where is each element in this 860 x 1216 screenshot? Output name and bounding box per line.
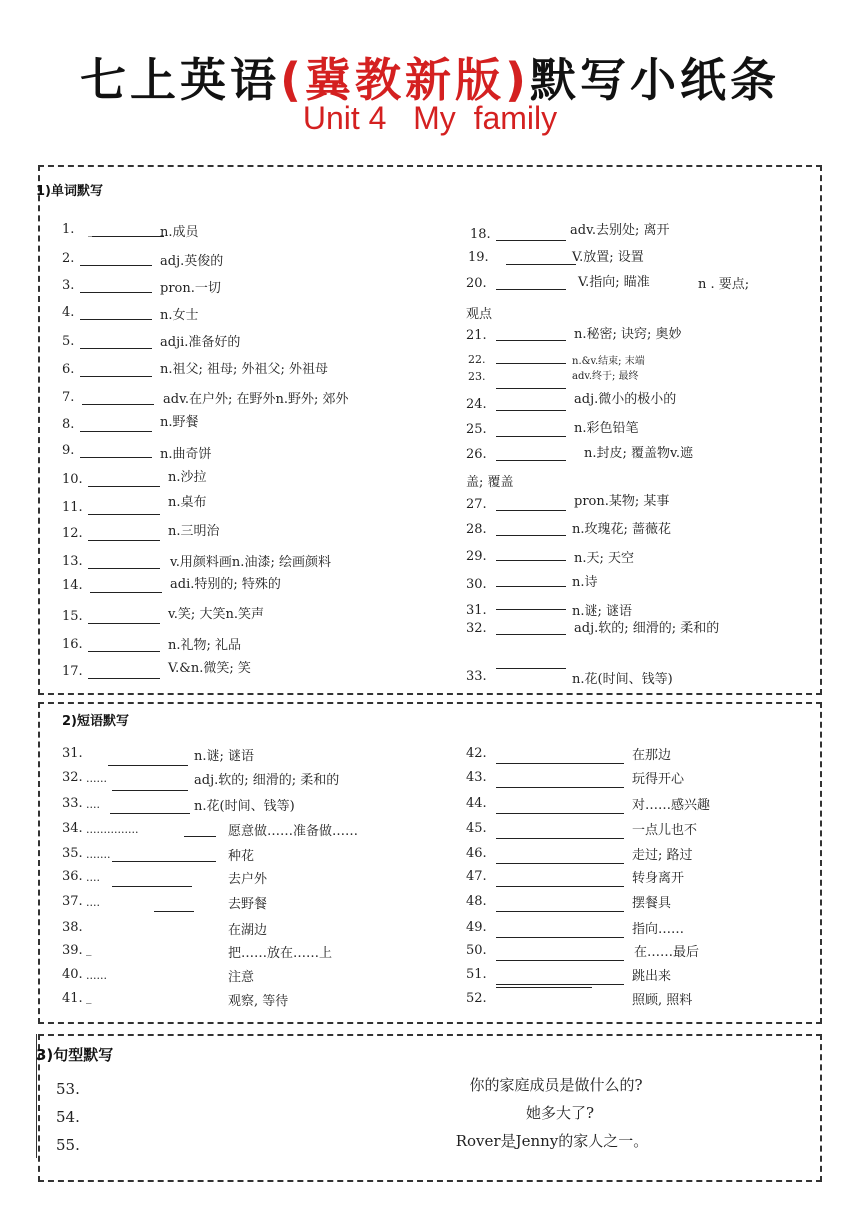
- title-suffix: 默写小纸条: [530, 53, 781, 107]
- item-definition: n.沙拉: [168, 470, 207, 485]
- item-number: 14.: [62, 578, 83, 593]
- item-definition: v.用颜料画n.油漆; 绘画颜料: [170, 555, 331, 570]
- item-number: 20.: [466, 276, 487, 291]
- answer-blank[interactable]: [496, 787, 624, 788]
- item-definition: n.三明治: [168, 524, 220, 539]
- item-definition: adj.英俊的: [160, 254, 224, 269]
- answer-blank[interactable]: [496, 813, 624, 814]
- item-number: 4.: [62, 305, 75, 320]
- item-definition: 种花: [228, 849, 255, 864]
- item-number: 25.: [466, 422, 487, 437]
- answer-blank[interactable]: [88, 486, 160, 487]
- item-number: 47.: [466, 869, 487, 884]
- answer-blank[interactable]: [496, 987, 592, 988]
- item-definition: 对……感兴趣: [632, 798, 711, 813]
- item-number: 32.: [466, 621, 487, 636]
- answer-blank[interactable]: [80, 348, 152, 349]
- item-definition: pron.一切: [160, 281, 221, 296]
- dotted-leader: ....: [86, 896, 100, 909]
- answer-blank[interactable]: [496, 436, 566, 437]
- item-number: 43.: [466, 770, 487, 785]
- answer-blank[interactable]: [92, 236, 164, 237]
- item-number: 29.: [466, 549, 487, 564]
- item-definition: v.笑; 大笑n.笑声: [168, 607, 264, 622]
- item-definition: n.封皮; 覆盖物v.遮: [584, 446, 693, 461]
- item-number: 50.: [466, 943, 487, 958]
- item-number: 8.: [62, 417, 75, 432]
- item-number: 36.: [62, 869, 83, 884]
- answer-blank[interactable]: _: [88, 224, 94, 237]
- item-number: 37.: [62, 894, 83, 909]
- answer-blank[interactable]: [496, 340, 566, 341]
- item-number: 31.: [466, 603, 487, 618]
- item-number: 21.: [466, 328, 487, 343]
- item-number: 38.: [62, 920, 83, 935]
- item-definition: n.谜; 谜语: [194, 749, 255, 764]
- answer-blank[interactable]: _: [86, 991, 92, 1004]
- item-number: 51.: [466, 967, 487, 982]
- answer-blank[interactable]: [112, 790, 188, 791]
- sentence-prompt: Rover是Jenny的家人之一。: [455, 1132, 649, 1150]
- answer-blank[interactable]: [496, 838, 624, 839]
- answer-blank[interactable]: [88, 678, 160, 679]
- item-definition: n.桌布: [168, 495, 207, 510]
- item-number: 27.: [466, 497, 487, 512]
- item-definition: n.女士: [160, 308, 199, 323]
- item-definition: n.秘密; 诀窍; 奥妙: [574, 327, 682, 342]
- answer-blank[interactable]: [496, 609, 566, 610]
- item-number: 2.: [62, 251, 75, 266]
- item-definition: 观察, 等待: [228, 994, 289, 1009]
- answer-blank[interactable]: [496, 960, 624, 961]
- item-definition: 玩得开心: [632, 772, 685, 787]
- item-definition: 注意: [228, 970, 255, 985]
- answer-blank[interactable]: [82, 404, 154, 405]
- item-number: 15.: [62, 609, 83, 624]
- item-definition: adv.去别处; 离开: [570, 223, 670, 238]
- item-number: 48.: [466, 894, 487, 909]
- answer-blank[interactable]: [90, 592, 162, 593]
- item-number: 7.: [62, 390, 75, 405]
- item-number: 10.: [62, 472, 83, 487]
- item-definition: V.指向; 瞄准: [578, 275, 650, 290]
- dotted-leader: ...............: [86, 823, 139, 836]
- item-number: 16.: [62, 637, 83, 652]
- item-definition: 转身离开: [632, 871, 685, 886]
- item-number: 5.: [62, 334, 75, 349]
- item-definition: n.曲奇饼: [160, 447, 212, 462]
- item-definition: n.祖父; 祖母; 外祖父; 外祖母: [160, 362, 329, 377]
- item-number: 13.: [62, 554, 83, 569]
- title-prefix: 七上英语: [79, 53, 280, 107]
- item-number: 34.: [62, 821, 83, 836]
- item-number: 46.: [466, 846, 487, 861]
- item-definition: pron.某物; 某事: [574, 494, 670, 509]
- answer-blank[interactable]: [496, 863, 624, 864]
- item-number: 17.: [62, 664, 83, 679]
- answer-blank[interactable]: _: [86, 943, 92, 956]
- item-definition: n.礼物; 礼品: [168, 638, 242, 653]
- answer-blank[interactable]: [80, 376, 152, 377]
- item-definition: adj.软的; 细滑的; 柔和的: [574, 621, 720, 636]
- answer-blank[interactable]: [108, 765, 188, 766]
- answer-blank[interactable]: [496, 460, 566, 461]
- item-definition: 把……放在……上: [228, 946, 333, 961]
- item-number: 1.: [62, 222, 75, 237]
- item-definition: 去户外: [228, 872, 268, 887]
- item-definition: n . 要点;: [698, 277, 750, 292]
- item-definition: adji.准备好的: [160, 335, 241, 350]
- item-definition: 去野餐: [228, 897, 268, 912]
- item-definition: adi.特别的; 特殊的: [170, 577, 281, 592]
- item-definition: 在那边: [632, 748, 672, 763]
- answer-blank[interactable]: [112, 861, 216, 862]
- dotted-leader: ......: [86, 772, 107, 785]
- item-definition: 愿意做……准备做……: [228, 824, 359, 839]
- item-number: 33.: [62, 796, 83, 811]
- item-number: 39.: [62, 943, 83, 958]
- item-number: 41.: [62, 991, 83, 1006]
- item-definition: n.诗: [572, 575, 598, 590]
- answer-blank[interactable]: [496, 886, 624, 887]
- section-phrases-box: [38, 702, 822, 1024]
- item-number: 32.: [62, 770, 83, 785]
- title-edition: (冀教新版): [279, 53, 531, 107]
- item-number: 28.: [466, 522, 487, 537]
- answer-blank[interactable]: [80, 457, 152, 458]
- answer-blank[interactable]: [496, 388, 566, 389]
- section-phrases-heading: 2)短语默写: [62, 714, 129, 729]
- answer-blank[interactable]: [88, 514, 160, 515]
- item-number: 31.: [62, 746, 83, 761]
- item-number: 24.: [466, 397, 487, 412]
- item-definition: n.花(时间、钱等): [572, 672, 673, 687]
- item-definition: adv.终于; 最终: [572, 371, 639, 382]
- item-definition: n.成员: [160, 225, 199, 240]
- item-definition: n.花(时间、钱等): [194, 799, 295, 814]
- answer-blank[interactable]: [496, 586, 566, 587]
- section-vocabulary-box: [38, 165, 822, 695]
- answer-blank[interactable]: [154, 911, 194, 912]
- item-definition: 观点: [466, 307, 493, 322]
- item-definition: 在……最后: [634, 945, 700, 960]
- answer-blank[interactable]: [496, 535, 566, 536]
- item-number: 26.: [466, 447, 487, 462]
- item-number: 49.: [466, 920, 487, 935]
- item-definition: 在湖边: [228, 923, 268, 938]
- answer-blank[interactable]: [88, 540, 160, 541]
- item-definition: 指向……: [632, 922, 685, 937]
- item-number: 35.: [62, 846, 83, 861]
- item-number: 11.: [62, 500, 83, 515]
- answer-blank[interactable]: [496, 363, 566, 364]
- item-definition: V.放置; 设置: [572, 250, 644, 265]
- item-number: 19.: [468, 250, 489, 265]
- item-number: 23.: [468, 370, 486, 383]
- item-number: 44.: [466, 796, 487, 811]
- answer-blank[interactable]: [496, 240, 566, 241]
- item-number: 40.: [62, 967, 83, 982]
- answer-blank[interactable]: [496, 289, 566, 290]
- dotted-leader: ....: [86, 871, 100, 884]
- answer-blank[interactable]: [88, 568, 160, 569]
- unit-subtitle: Unit 4 My family: [302, 100, 558, 136]
- item-number: 42.: [466, 746, 487, 761]
- item-definition: n.彩色铅笔: [574, 421, 639, 436]
- dotted-leader: .......: [86, 848, 111, 861]
- item-number: 12.: [62, 526, 83, 541]
- item-number: 45.: [466, 821, 487, 836]
- dotted-leader: ......: [86, 969, 107, 982]
- item-number: 9.: [62, 443, 75, 458]
- item-definition: 走过; 路过: [632, 848, 693, 863]
- sentence-prompt: 你的家庭成员是做什么的?: [469, 1076, 643, 1094]
- item-definition: n.玫瑰花; 蔷薇花: [572, 522, 672, 537]
- sentence-number: 55.: [56, 1136, 80, 1154]
- item-definition: n.野餐: [160, 415, 199, 430]
- item-definition: 摆餐具: [632, 896, 672, 911]
- dotted-leader: ....: [86, 798, 100, 811]
- item-definition: 一点儿也不: [632, 823, 698, 838]
- section-sentences-heading: 3)句型默写: [36, 1046, 114, 1064]
- answer-blank[interactable]: [184, 836, 216, 837]
- item-number: 33.: [466, 669, 487, 684]
- item-definition: 盖; 覆盖: [466, 475, 514, 490]
- sentence-number: 54.: [56, 1108, 80, 1126]
- item-definition: adj.软的; 细滑的; 柔和的: [194, 773, 340, 788]
- item-definition: 跳出来: [632, 969, 672, 984]
- answer-blank[interactable]: [88, 651, 160, 652]
- answer-blank[interactable]: [80, 265, 152, 266]
- answer-blank[interactable]: [80, 431, 152, 432]
- sentence-prompt: 她多大了?: [525, 1104, 595, 1122]
- item-definition: n.谜; 谜语: [572, 604, 633, 619]
- item-definition: V.&n.微笑; 笑: [168, 661, 251, 676]
- item-definition: n.&v.结束; 末端: [572, 356, 645, 367]
- answer-blank[interactable]: [496, 410, 566, 411]
- item-number: 6.: [62, 362, 75, 377]
- answer-blank[interactable]: [110, 813, 190, 814]
- section-vocabulary-heading: 1)单词默写: [36, 184, 103, 199]
- answer-blank[interactable]: [88, 623, 160, 624]
- item-definition: 照顾, 照料: [632, 993, 693, 1008]
- item-number: 3.: [62, 278, 75, 293]
- answer-blank[interactable]: [496, 668, 566, 669]
- sentence-number: 53.: [56, 1080, 80, 1098]
- answer-blank[interactable]: [496, 984, 624, 985]
- item-number: 52.: [466, 991, 487, 1006]
- item-definition: n.天; 天空: [574, 551, 635, 566]
- item-number: 30.: [466, 577, 487, 592]
- answer-blank[interactable]: [496, 937, 624, 938]
- answer-blank[interactable]: [80, 292, 152, 293]
- item-definition: adv.在户外; 在野外n.野外; 郊外: [163, 392, 349, 407]
- item-definition: adj.微小的极小的: [574, 392, 677, 407]
- answer-blank[interactable]: [496, 510, 566, 511]
- answer-blank[interactable]: [496, 911, 624, 912]
- answer-blank[interactable]: [496, 763, 624, 764]
- item-number: 18.: [470, 227, 491, 242]
- answer-blank[interactable]: [496, 560, 566, 561]
- item-number: 22.: [468, 353, 486, 366]
- answer-blank[interactable]: [506, 264, 576, 265]
- section-sentences-box: [38, 1034, 822, 1182]
- answer-blank[interactable]: [496, 634, 566, 635]
- answer-blank[interactable]: [112, 886, 192, 887]
- answer-blank[interactable]: [80, 319, 152, 320]
